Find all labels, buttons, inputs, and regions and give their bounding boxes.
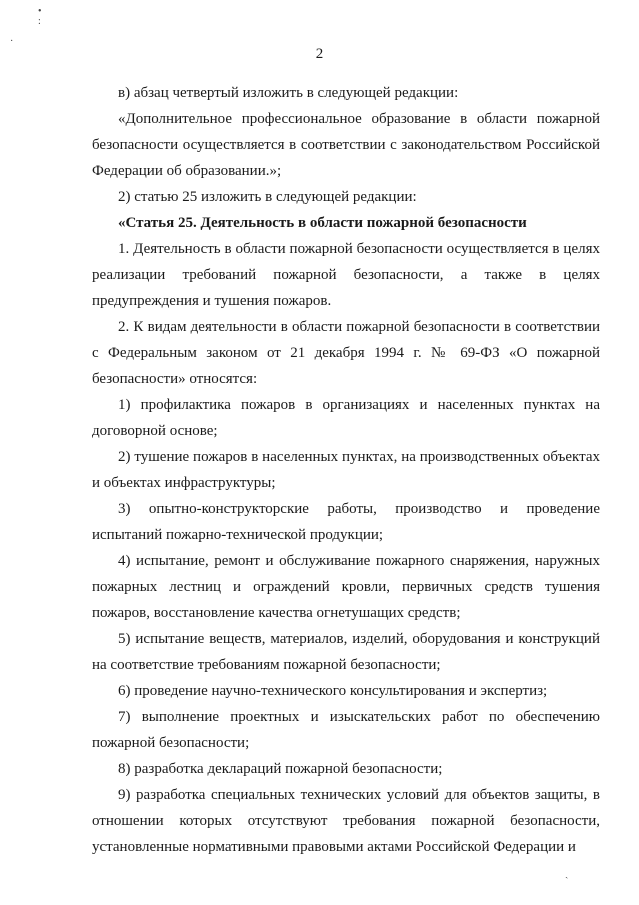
article-heading: «Статья 25. Деятельность в области пожарной безопасности (118, 215, 527, 231)
paragraph-amend-intro: в) абзац четвертый изложить в следующей редакции: (118, 85, 459, 101)
list-item-1: 1) профилактика пожаров в организациях и населенных пунктах на договорной основе; (92, 397, 600, 439)
paragraph-article-intro: 2) статью 25 изложить в следующей редакции: (118, 189, 417, 205)
scan-mark: · (10, 36, 14, 47)
list-item-7: 7) выполнение проектных и изыскательских работ по обеспечению пожарной безопасности; (92, 709, 600, 751)
paragraph-quote: «Дополнительное профессиональное образование в области пожарной безопасности осуществляется в соответствии с законодательством Российской Федерации об образовании.»; (92, 111, 600, 179)
list-item-9: 9) разработка специальных технических условий для объектов защиты, в отношении которых отсутствуют требования пожарной безопасности, установленные нормативными правовыми актами Российской Федерации и (92, 787, 600, 855)
list-item-8: 8) разработка деклараций пожарной безопасности; (118, 761, 443, 777)
scan-mark: • (38, 6, 42, 17)
list-item-4: 4) испытание, ремонт и обслуживание пожарного снаряжения, наружных пожарных лестниц и ограждений кровли, первичных средств тушения пожаров, восстановление качества огнетушащих средств; (92, 553, 600, 621)
paragraph-2: 2. К видам деятельности в области пожарной безопасности в соответствии с Федеральным законом от 21 декабря 1994 г. № 69-ФЗ «О пожарной безопасности» относятся: (92, 319, 600, 387)
document-body (92, 80, 600, 860)
list-item-3: 3) опытно-конструкторские работы, производство и проведение испытаний пожарно-технической продукции; (92, 501, 600, 543)
paragraph-1: 1. Деятельность в области пожарной безопасности осуществляется в целях реализации требований пожарной безопасности, а также в целях предупреждения и тушения пожаров. (92, 241, 600, 309)
list-item-2: 2) тушение пожаров в населенных пунктах, на производственных объектах и объектах инфраструктуры; (92, 449, 600, 491)
page-number: 2 (315, 46, 324, 62)
scan-mark: : (38, 16, 41, 27)
scan-mark: ˎ (565, 868, 569, 879)
list-item-5: 5) испытание веществ, материалов, изделий, оборудования и конструкций на соответствие требованиям пожарной безопасности; (92, 631, 600, 673)
list-item-6: 6) проведение научно-технического консультирования и экспертиз; (118, 683, 548, 699)
